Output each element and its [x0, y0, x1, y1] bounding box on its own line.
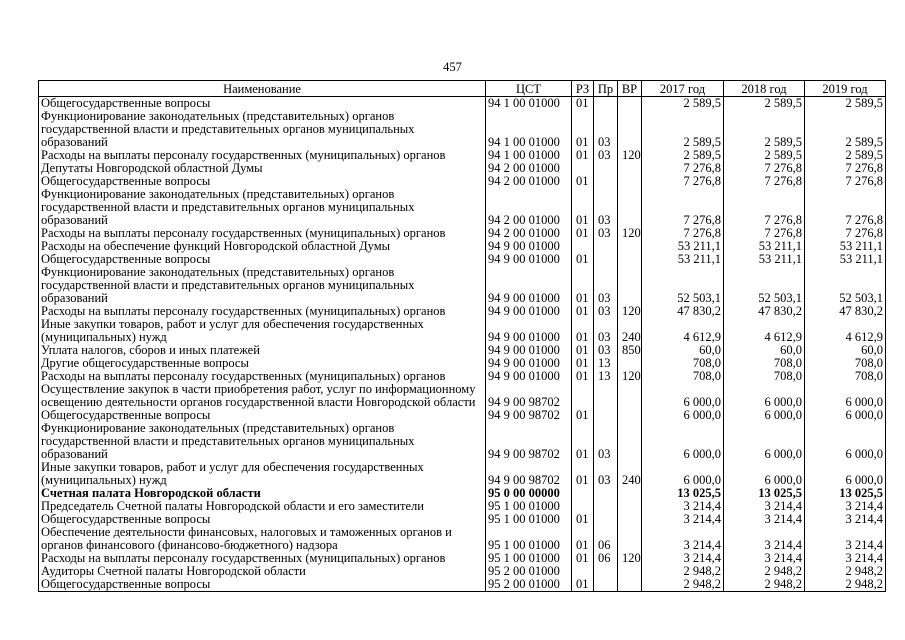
- cell-vr: [618, 513, 642, 526]
- cell-2017: 3 214,4: [642, 513, 724, 526]
- table-row: [39, 383, 886, 409]
- cell-2017: 13 025,5: [642, 487, 724, 500]
- cell-2019: 3 214,4: [805, 552, 886, 565]
- cell-2018: 2 589,5: [724, 97, 805, 111]
- cell-cst: 94 9 00 01000: [486, 253, 572, 266]
- cell-rz: 01: [572, 513, 594, 526]
- header-2017: 2017 год: [642, 81, 724, 97]
- cell-cst: 94 9 00 01000: [486, 305, 572, 318]
- cell-rz: 01: [572, 357, 594, 370]
- cell-pr: 13: [594, 357, 618, 370]
- cell-pr: [594, 513, 618, 526]
- cell-vr: 120: [618, 149, 642, 162]
- cell-cst: 94 9 00 98702: [486, 422, 572, 461]
- cell-2017: 53 211,1: [642, 253, 724, 266]
- table-row: [39, 409, 886, 422]
- cell-2017: 53 211,1: [642, 240, 724, 253]
- cell-vr: [618, 240, 642, 253]
- cell-2019: 6 000,0: [805, 383, 886, 409]
- cell-pr: 06: [594, 552, 618, 565]
- cell-vr: [618, 162, 642, 175]
- cell-pr: 06: [594, 526, 618, 552]
- cell-2019: 3 214,4: [805, 513, 886, 526]
- cell-2017: 2 589,5: [642, 149, 724, 162]
- cell-2019: 6 000,0: [805, 409, 886, 422]
- cell-2019: 53 211,1: [805, 240, 886, 253]
- cell-pr: [594, 383, 618, 409]
- cell-name: Осуществление закупок в части приобретения работ, услуг по информационному освещению деятельности органов государственной власти Новгородской области: [39, 383, 486, 409]
- cell-name: Расходы на выплаты персоналу государственных (муниципальных) органов: [39, 227, 486, 240]
- cell-name: Общегосударственные вопросы: [39, 97, 486, 111]
- cell-2017: 4 612,9: [642, 318, 724, 344]
- cell-2017: 6 000,0: [642, 409, 724, 422]
- cell-rz: 01: [572, 188, 594, 227]
- cell-pr: [594, 578, 618, 592]
- cell-2019: 6 000,0: [805, 461, 886, 487]
- cell-cst: 94 9 00 01000: [486, 266, 572, 305]
- table-row: [39, 526, 886, 552]
- table-row: [39, 357, 886, 370]
- header-2019: 2019 год: [805, 81, 886, 97]
- cell-2018: 53 211,1: [724, 253, 805, 266]
- cell-pr: 03: [594, 422, 618, 461]
- cell-cst: 95 1 00 01000: [486, 513, 572, 526]
- cell-cst: 94 9 00 01000: [486, 357, 572, 370]
- cell-2018: 708,0: [724, 370, 805, 383]
- cell-rz: 01: [572, 175, 594, 188]
- cell-2017: 708,0: [642, 370, 724, 383]
- cell-2019: 2 589,5: [805, 110, 886, 149]
- cell-2019: 53 211,1: [805, 253, 886, 266]
- cell-cst: 94 9 00 01000: [486, 318, 572, 344]
- header-name: Наименование: [39, 81, 486, 97]
- cell-name: Расходы на выплаты персоналу государственных (муниципальных) органов: [39, 305, 486, 318]
- cell-name: Общегосударственные вопросы: [39, 578, 486, 592]
- table-row: [39, 461, 886, 487]
- cell-pr: 03: [594, 305, 618, 318]
- cell-rz: 01: [572, 409, 594, 422]
- cell-pr: [594, 240, 618, 253]
- cell-pr: [594, 253, 618, 266]
- cell-2018: 13 025,5: [724, 487, 805, 500]
- cell-cst: 95 1 00 01000: [486, 526, 572, 552]
- cell-2017: 7 276,8: [642, 175, 724, 188]
- cell-name: Функционирование законодательных (представительных) органов государственной власти и представительных органов муниципальных образований: [39, 266, 486, 305]
- cell-rz: 01: [572, 344, 594, 357]
- cell-name: Расходы на выплаты персоналу государственных (муниципальных) органов: [39, 370, 486, 383]
- header-vr: ВР: [618, 81, 642, 97]
- cell-2018: 6 000,0: [724, 422, 805, 461]
- header-rz: РЗ: [572, 81, 594, 97]
- cell-name: Общегосударственные вопросы: [39, 175, 486, 188]
- cell-vr: [618, 253, 642, 266]
- cell-vr: [618, 188, 642, 227]
- cell-vr: [618, 500, 642, 513]
- cell-2018: 52 503,1: [724, 266, 805, 305]
- cell-2018: 2 589,5: [724, 110, 805, 149]
- cell-vr: [618, 110, 642, 149]
- cell-cst: 94 9 00 98702: [486, 383, 572, 409]
- table-row: [39, 578, 886, 592]
- cell-2019: 708,0: [805, 357, 886, 370]
- cell-name: Функционирование законодательных (представительных) органов государственной власти и представительных органов муниципальных образований: [39, 110, 486, 149]
- cell-cst: 95 2 00 01000: [486, 578, 572, 592]
- cell-vr: 120: [618, 370, 642, 383]
- cell-pr: 03: [594, 227, 618, 240]
- cell-name: Уплата налогов, сборов и иных платежей: [39, 344, 486, 357]
- cell-name: Функционирование законодательных (представительных) органов государственной власти и представительных органов муниципальных образований: [39, 188, 486, 227]
- table-body: [39, 97, 886, 592]
- cell-vr: 850: [618, 344, 642, 357]
- cell-name: Счетная палата Новгородской области: [39, 487, 486, 500]
- cell-rz: [572, 383, 594, 409]
- cell-cst: 95 1 00 01000: [486, 552, 572, 565]
- table-row: [39, 188, 886, 227]
- cell-2018: 3 214,4: [724, 500, 805, 513]
- table-row: [39, 97, 886, 111]
- cell-rz: 01: [572, 253, 594, 266]
- cell-vr: [618, 175, 642, 188]
- cell-2017: 7 276,8: [642, 162, 724, 175]
- table-row: [39, 422, 886, 461]
- cell-2018: 7 276,8: [724, 227, 805, 240]
- cell-2017: 7 276,8: [642, 188, 724, 227]
- table-header-row: [39, 81, 886, 97]
- cell-2017: 2 589,5: [642, 97, 724, 111]
- cell-cst: 94 9 00 01000: [486, 344, 572, 357]
- cell-vr: [618, 97, 642, 111]
- cell-cst: 95 2 00 01000: [486, 565, 572, 578]
- cell-cst: 95 1 00 01000: [486, 500, 572, 513]
- cell-pr: 03: [594, 188, 618, 227]
- cell-2019: 2 589,5: [805, 149, 886, 162]
- cell-2019: 4 612,9: [805, 318, 886, 344]
- cell-name: Расходы на выплаты персоналу государственных (муниципальных) органов: [39, 149, 486, 162]
- cell-2017: 2 589,5: [642, 110, 724, 149]
- cell-2018: 3 214,4: [724, 513, 805, 526]
- cell-2018: 3 214,4: [724, 526, 805, 552]
- cell-pr: [594, 565, 618, 578]
- cell-2017: 708,0: [642, 357, 724, 370]
- cell-vr: 120: [618, 227, 642, 240]
- cell-vr: [618, 383, 642, 409]
- header-2018: 2018 год: [724, 81, 805, 97]
- table-row: [39, 110, 886, 149]
- table-row: [39, 266, 886, 305]
- cell-name: Депутаты Новгородской областной Думы: [39, 162, 486, 175]
- cell-cst: 94 9 00 98702: [486, 409, 572, 422]
- cell-cst: 94 2 00 01000: [486, 188, 572, 227]
- cell-vr: 240: [618, 461, 642, 487]
- table-row: [39, 175, 886, 188]
- cell-rz: [572, 565, 594, 578]
- page-number: 457: [443, 60, 462, 74]
- cell-2019: 52 503,1: [805, 266, 886, 305]
- table-row: [39, 318, 886, 344]
- cell-vr: 120: [618, 552, 642, 565]
- cell-2019: 2 589,5: [805, 97, 886, 111]
- cell-name: Общегосударственные вопросы: [39, 513, 486, 526]
- cell-cst: 94 9 00 98702: [486, 461, 572, 487]
- table-row: [39, 344, 886, 357]
- cell-vr: [618, 487, 642, 500]
- cell-vr: [618, 526, 642, 552]
- cell-2019: 7 276,8: [805, 162, 886, 175]
- cell-2018: 53 211,1: [724, 240, 805, 253]
- cell-rz: 01: [572, 552, 594, 565]
- cell-name: Обеспечение деятельности финансовых, налоговых и таможенных органов и органов финансового (финансово-бюджетного) надзора: [39, 526, 486, 552]
- cell-2018: 2 948,2: [724, 578, 805, 592]
- cell-pr: [594, 97, 618, 111]
- cell-pr: 03: [594, 266, 618, 305]
- header-cst: ЦСТ: [486, 81, 572, 97]
- cell-cst: 94 2 00 01000: [486, 175, 572, 188]
- cell-2017: 2 948,2: [642, 565, 724, 578]
- budget-table: [38, 80, 886, 592]
- cell-2018: 7 276,8: [724, 188, 805, 227]
- cell-2018: 47 830,2: [724, 305, 805, 318]
- cell-cst: 94 2 00 01000: [486, 162, 572, 175]
- cell-2019: 7 276,8: [805, 188, 886, 227]
- cell-2017: 6 000,0: [642, 383, 724, 409]
- cell-2018: 708,0: [724, 357, 805, 370]
- cell-vr: 240: [618, 318, 642, 344]
- cell-name: Общегосударственные вопросы: [39, 409, 486, 422]
- cell-2019: 2 948,2: [805, 565, 886, 578]
- cell-2018: 6 000,0: [724, 461, 805, 487]
- cell-2017: 6 000,0: [642, 422, 724, 461]
- table-row: [39, 487, 886, 500]
- cell-pr: [594, 175, 618, 188]
- cell-2018: 2 589,5: [724, 149, 805, 162]
- cell-2018: 6 000,0: [724, 409, 805, 422]
- cell-cst: 94 9 00 01000: [486, 370, 572, 383]
- cell-rz: 01: [572, 149, 594, 162]
- cell-2019: 3 214,4: [805, 500, 886, 513]
- cell-cst: 94 1 00 01000: [486, 149, 572, 162]
- cell-rz: 01: [572, 370, 594, 383]
- cell-rz: 01: [572, 110, 594, 149]
- table-row: [39, 240, 886, 253]
- cell-rz: 01: [572, 526, 594, 552]
- cell-2018: 4 612,9: [724, 318, 805, 344]
- cell-2018: 6 000,0: [724, 383, 805, 409]
- cell-2018: 7 276,8: [724, 162, 805, 175]
- cell-name: Иные закупки товаров, работ и услуг для обеспечения государственных (муниципальных) нужд: [39, 318, 486, 344]
- cell-pr: 03: [594, 318, 618, 344]
- cell-name: Иные закупки товаров, работ и услуг для обеспечения государственных (муниципальных) нужд: [39, 461, 486, 487]
- cell-2017: 2 948,2: [642, 578, 724, 592]
- cell-2017: 3 214,4: [642, 500, 724, 513]
- cell-2017: 47 830,2: [642, 305, 724, 318]
- cell-rz: 01: [572, 227, 594, 240]
- cell-cst: 94 2 00 01000: [486, 227, 572, 240]
- table-row: [39, 565, 886, 578]
- cell-rz: [572, 487, 594, 500]
- cell-name: Другие общегосударственные вопросы: [39, 357, 486, 370]
- cell-vr: [618, 578, 642, 592]
- cell-2019: 47 830,2: [805, 305, 886, 318]
- table-row: [39, 149, 886, 162]
- cell-2018: 60,0: [724, 344, 805, 357]
- cell-2017: 60,0: [642, 344, 724, 357]
- header-pr: Пр: [594, 81, 618, 97]
- cell-2019: 3 214,4: [805, 526, 886, 552]
- cell-pr: [594, 487, 618, 500]
- cell-vr: [618, 565, 642, 578]
- cell-cst: 94 1 00 01000: [486, 110, 572, 149]
- cell-cst: 94 1 00 01000: [486, 97, 572, 111]
- cell-2018: 3 214,4: [724, 552, 805, 565]
- cell-pr: 03: [594, 344, 618, 357]
- cell-rz: 01: [572, 422, 594, 461]
- cell-name: Расходы на обеспечение функций Новгородской областной Думы: [39, 240, 486, 253]
- cell-rz: [572, 500, 594, 513]
- cell-name: Функционирование законодательных (представительных) органов государственной власти и представительных органов муниципальных образований: [39, 422, 486, 461]
- cell-rz: 01: [572, 266, 594, 305]
- cell-cst: 94 9 00 01000: [486, 240, 572, 253]
- table-row: [39, 552, 886, 565]
- cell-vr: 120: [618, 305, 642, 318]
- cell-rz: 01: [572, 318, 594, 344]
- cell-pr: 03: [594, 149, 618, 162]
- cell-2017: 6 000,0: [642, 461, 724, 487]
- cell-rz: [572, 162, 594, 175]
- cell-2017: 3 214,4: [642, 552, 724, 565]
- table-row: [39, 227, 886, 240]
- cell-2017: 52 503,1: [642, 266, 724, 305]
- cell-pr: 03: [594, 110, 618, 149]
- cell-2019: 6 000,0: [805, 422, 886, 461]
- cell-vr: [618, 266, 642, 305]
- cell-vr: [618, 422, 642, 461]
- cell-name: Общегосударственные вопросы: [39, 253, 486, 266]
- cell-2017: 7 276,8: [642, 227, 724, 240]
- cell-2018: 7 276,8: [724, 175, 805, 188]
- cell-2017: 3 214,4: [642, 526, 724, 552]
- table-row: [39, 305, 886, 318]
- cell-rz: 01: [572, 97, 594, 111]
- cell-name: Председатель Счетной палаты Новгородской области и его заместители: [39, 500, 486, 513]
- cell-2019: 60,0: [805, 344, 886, 357]
- cell-2019: 13 025,5: [805, 487, 886, 500]
- cell-vr: [618, 409, 642, 422]
- cell-2019: 2 948,2: [805, 578, 886, 592]
- cell-pr: [594, 500, 618, 513]
- cell-pr: 03: [594, 461, 618, 487]
- cell-rz: 01: [572, 461, 594, 487]
- cell-rz: 01: [572, 305, 594, 318]
- cell-pr: [594, 162, 618, 175]
- table-row: [39, 370, 886, 383]
- cell-2019: 708,0: [805, 370, 886, 383]
- cell-pr: 13: [594, 370, 618, 383]
- table-row: [39, 253, 886, 266]
- cell-2019: 7 276,8: [805, 227, 886, 240]
- cell-rz: 01: [572, 578, 594, 592]
- cell-pr: [594, 409, 618, 422]
- cell-name: Расходы на выплаты персоналу государственных (муниципальных) органов: [39, 552, 486, 565]
- cell-rz: [572, 240, 594, 253]
- table-row: [39, 162, 886, 175]
- table-row: [39, 500, 886, 513]
- cell-2019: 7 276,8: [805, 175, 886, 188]
- table-row: [39, 513, 886, 526]
- cell-cst: 95 0 00 00000: [486, 487, 572, 500]
- cell-vr: [618, 357, 642, 370]
- cell-2018: 2 948,2: [724, 565, 805, 578]
- cell-name: Аудиторы Счетной палаты Новгородской области: [39, 565, 486, 578]
